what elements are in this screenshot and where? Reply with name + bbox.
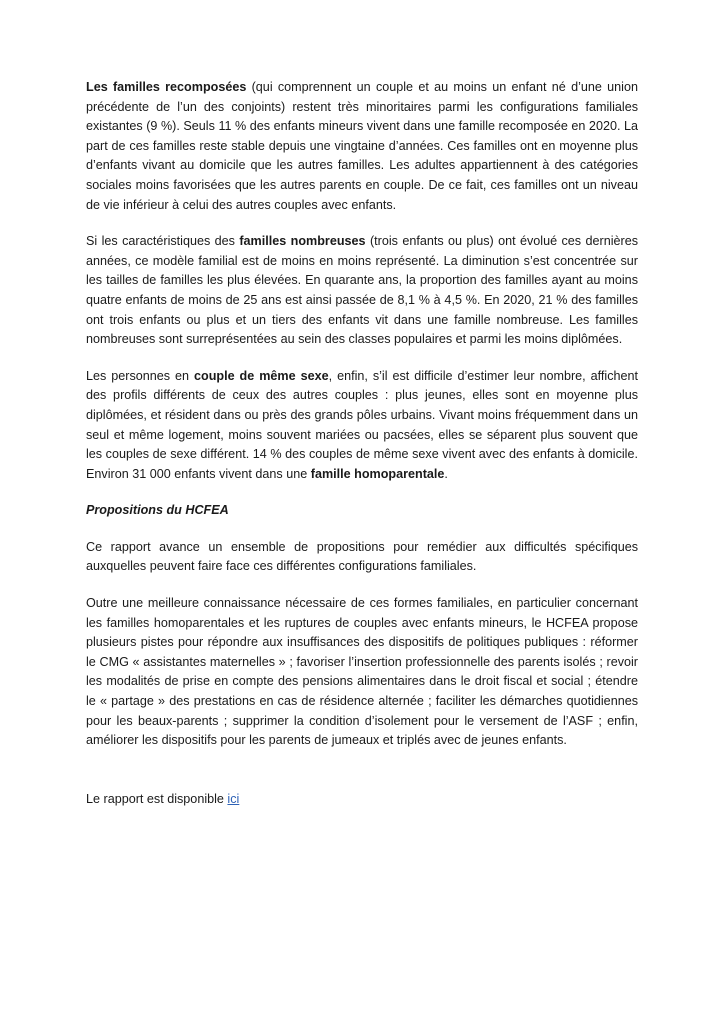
document-page xyxy=(86,78,638,826)
availability-text: Le rapport est disponible xyxy=(86,791,228,806)
paragraph-propositions: Outre une meilleure connaissance nécessaire de ces formes familiales, en particulier concernant les familles homoparentales et les ruptures de couples avec enfants mineurs, le HCFEA propose plusieurs pistes pour répondre aux insuffisances des dispositifs de politiques publiques : réformer le CMG « assistantes maternelles » ; favoriser l’insertion professionnelle des parents isolés ; revoir les modalités de prise en compte des pensions alimentaires dans le droit fiscal et social ; étendre le « partage » des prestations en cas de résidence alternée ; faciliter les démarches quotidiennes pour les beaux-parents ; supprimer la condition d’isolement pour le versement de l’ASF ; enfin, améliorer les dispositifs pour les parents de jumeaux et triplés avec de jeunes enfants. xyxy=(86,596,638,748)
term-familles-recomposees: Les familles recomposées xyxy=(86,80,247,94)
term-couple-meme-sexe: couple de même sexe xyxy=(194,368,329,383)
term-famille-homoparentale: famille homoparentale xyxy=(310,466,445,481)
paragraph-familles-recomposees xyxy=(86,78,638,215)
paragraph-text-end: . xyxy=(444,466,448,481)
report-link[interactable]: ici xyxy=(227,791,240,806)
paragraph-rapport-intro: Ce rapport avance un ensemble de propositions pour remédier aux difficultés spécifiques auxquelles peuvent faire face ces différentes configurations familiales. xyxy=(86,539,638,574)
paragraph-text: , enfin, s’il est difficile d’estimer leur nombre, affichent des profils différents de ceux des autres couples : plus jeunes, elles sont en moyenne plus diplômées, et résident dans ou près des grands pôles urbains. Vivant moins fréquemment dans un seul et même logement, moins souvent mariées ou pacsées, elles se séparent plus souvent que les couples de sexe différent. 14 % des couples de même sexe vivent avec des enfants à domicile. Environ 31 000 enfants vivent dans une xyxy=(86,368,639,481)
term-familles-nombreuses: familles nombreuses xyxy=(239,234,366,249)
paragraph-familles-nombreuses xyxy=(86,232,638,350)
paragraph-text-lead: Si les caractéristiques des xyxy=(86,234,240,249)
paragraph-text: (qui comprennent un couple et au moins un enfant né d’une union précédente de l’un des conjoints) restent très minoritaires parmi les configurations familiales existantes (9 %). Seuls 11 % des enfants mineurs vivent dans une famille recomposée en 2020. La part de ces familles reste stable depuis une vingtaine d’années. Ces familles ont en moyenne plus d’enfants vivant au domicile que les autres familles. Les adultes appartiennent à des catégories sociales moins favorisées que les autres parents en couple. De ce fait, ces familles ont un niveau de vie inférieur à celui des autres couples avec enfants. xyxy=(86,80,638,212)
paragraph-text-lead: Les personnes en xyxy=(86,368,195,383)
paragraph-availability xyxy=(86,790,638,810)
paragraph-text: (trois enfants ou plus) ont évolué ces dernières années, ce modèle familial est de moins en moins représenté. La diminution s’est concentrée sur les tailles de familles les plus élevées. En quarante ans, la proportion des familles ayant au moins quatre enfants de moins de 25 ans est ainsi passée de 8,1 % à 4,5 %. En 2020, 21 % des familles ont trois enfants ou plus et un tiers des enfants vit dans une famille nombreuse. Les familles nombreuses sont surreprésentées au sein des classes populaires et parmi les moins diplômées. xyxy=(86,234,638,347)
paragraph-couple-meme-sexe xyxy=(86,367,638,485)
section-heading: Propositions du HCFEA xyxy=(86,503,229,518)
